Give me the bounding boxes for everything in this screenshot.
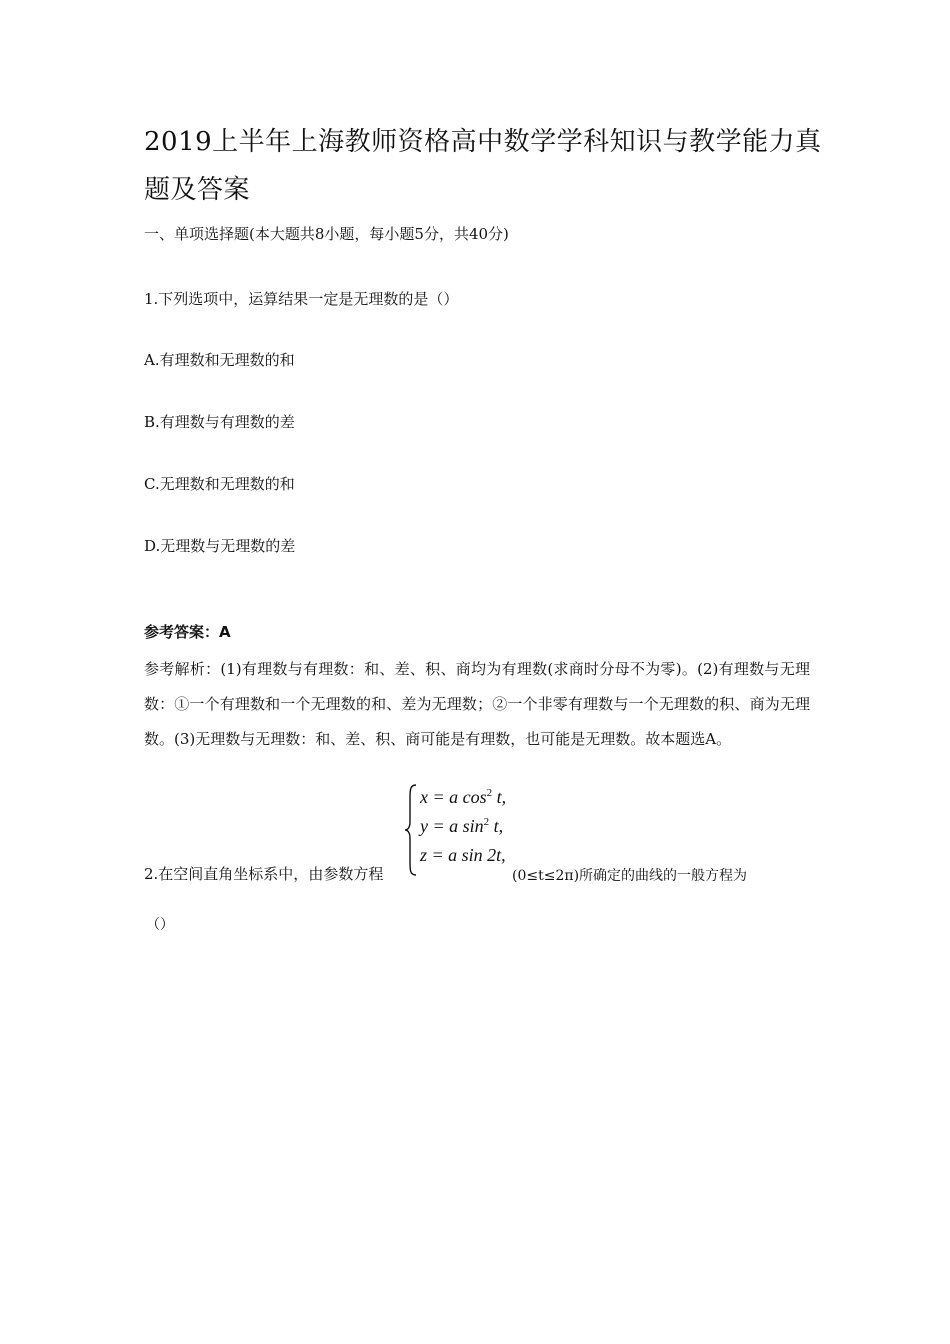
section-heading: 一、单项选择题(本大题共8小题，每小题5分，共40分) [144,225,509,243]
equation-y: y = a $\sin^2 t$, [420,816,504,836]
question-2-stem-suffix: (0≤t≤2π)所确定的曲线的一般方程为 [512,868,748,884]
question-1-stem: 1.下列选项中，运算结果一定是无理数的是（） [144,290,459,308]
parametric-equation-system [404,780,514,880]
question-1-option-d: D.无理数与无理数的差 [144,537,296,555]
question-1-option-c: C.无理数和无理数的和 [144,475,295,493]
left-brace-icon [404,784,418,876]
question-1-answer: 参考答案：A [144,623,231,641]
equation-z: z = a sin 2t, [420,845,506,865]
question-1-analysis: 参考解析：(1)有理数与有理数：和、差、积、商均为有理数(求商时分母不为零)。(2)有理数与无理数：①一个有理数和一个无理数的和、差为无理数；②一个非零有理数与一个无理数的积、商为无理数。(3)无理数与无理数：和、差、积、商可能是有理数，也可能是无理数。故本题选A。 [144,660,810,748]
equation-x: x = a $\cos^2 t$, [420,787,507,807]
question-1-option-a: A.有理数和无理数的和 [144,351,295,369]
document-title: 2019上半年上海教师资格高中数学学科知识与教学能力真题及答案 [144,127,822,205]
question-2-stem-prefix: 2.在空间直角坐标系中，由参数方程 [144,865,384,883]
question-2-blank: （） [146,917,174,933]
question-1-option-b: B.有理数与有理数的差 [144,413,295,431]
